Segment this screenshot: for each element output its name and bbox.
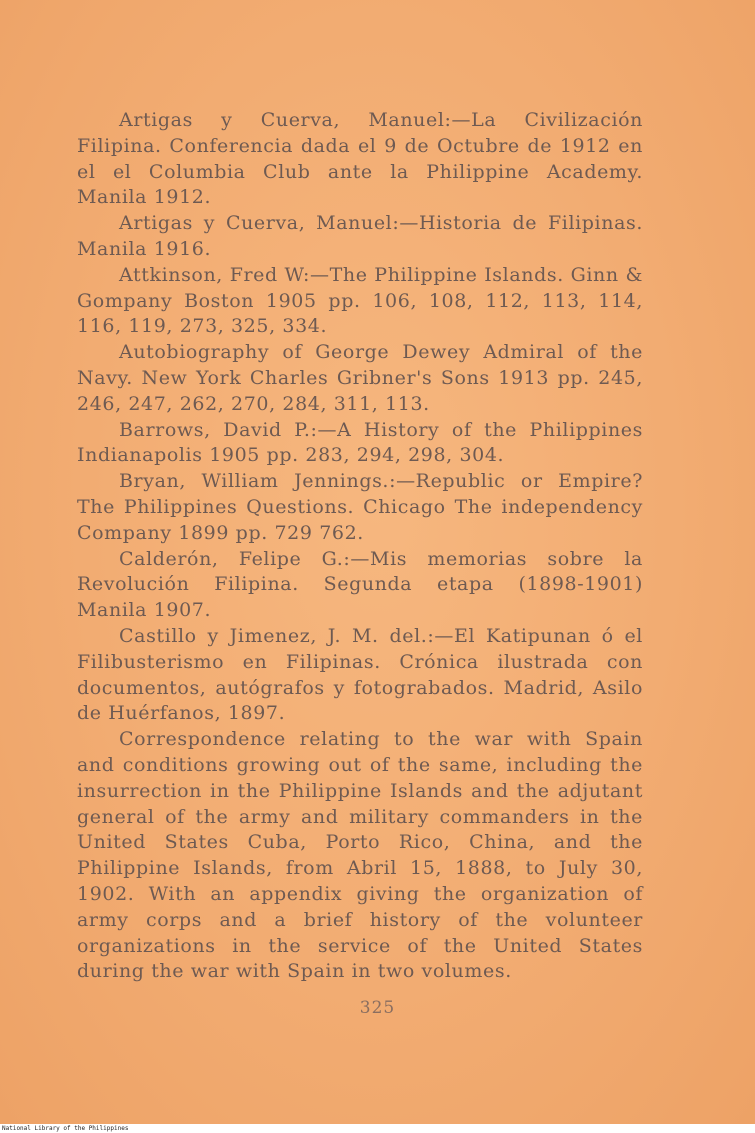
bibliography-entry: Barrows, David P.:—A History of the Philippines Indianapolis 1905 pp. 283, 294, 298, 304. bbox=[77, 418, 643, 467]
bibliography-entry: Attkinson, Fred W:—The Philippine Islands. Ginn & Gompany Boston 1905 pp. 106, 108, 112, 113, 114, 116, 119, 273, 325, 334. bbox=[77, 263, 643, 338]
bibliography-entry: Correspondence relating to the war with Spain and conditions growing out of the same, including the insurrection in the Philippine Islands and the adjutant general of the army and military commanders in the United States Cuba, Porto Rico, China, and the Philippine Islands, from Abril 15, 1888, to July 30, 1902. With an appendix giving the organization of army corps and a brief history of the volunteer organizations in the service of the United States during the war with Spain in two volumes. bbox=[77, 728, 643, 983]
bibliography-entry: Artigas y Cuerva, Manuel:—Historia de Filipinas. Manila 1916. bbox=[77, 212, 643, 260]
bibliography-entry: Autobiography of George Dewey Admiral of the Navy. New York Charles Gribner's Sons 1913 pp. 245, 246, 247, 262, 270, 284, 311, 113. bbox=[77, 341, 643, 415]
library-credit: National Library of the Philippines bbox=[2, 1125, 129, 1132]
bibliography-entry: Castillo y Jimenez, J. M. del.:—El Katipunan ó el Filibusterismo en Filipinas. Crónica ilustrada con documentos, autógrafos y fotograbados. Madrid, Asilo de Huérfanos, 1897. bbox=[77, 624, 643, 725]
page-number: 325 bbox=[359, 998, 396, 1018]
bibliography-entry: Calderón, Felipe G.:—Mis memorias sobre la Revolución Filipina. Segunda etapa (1898-1901) Manila 1907. bbox=[77, 547, 643, 622]
bibliography-entry: Bryan, William Jennings.:—Republic or Empire? The Philippines Questions. Chicago The independency Company 1899 pp. 729 762. bbox=[77, 470, 643, 544]
bibliography-entry: Artigas y Cuerva, Manuel:—La Civilización Filipina. Conferencia dada el 9 de Octubre de 1912 en el el Columbia Club ante la Philippine Academy. Manila 1912. bbox=[77, 109, 643, 209]
bibliography-text bbox=[77, 108, 643, 985]
